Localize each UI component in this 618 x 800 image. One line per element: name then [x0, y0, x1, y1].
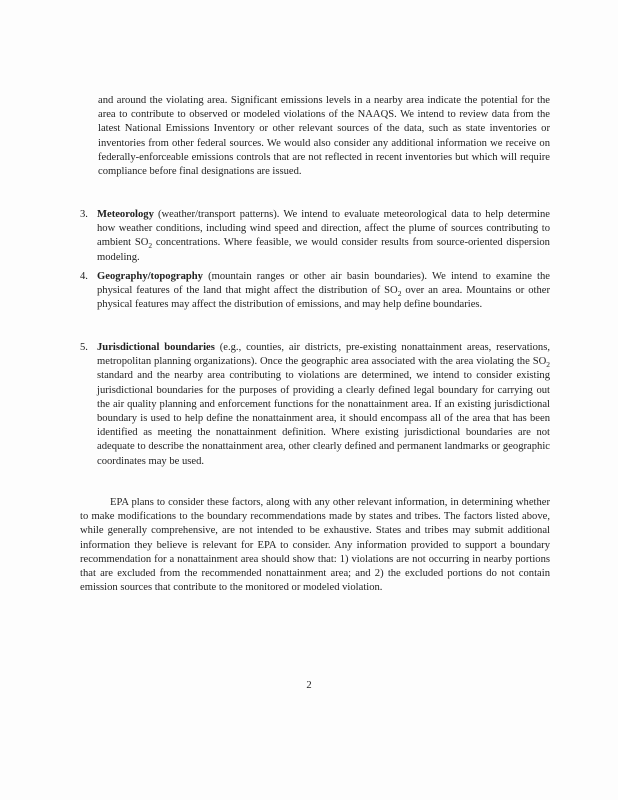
intro-paragraph: and around the violating area. Significant emissions levels in a nearby area indicate the potential for the area to contribute to observed or modeled violations of the NAAQS. We intend to review data from the latest National Emissions Inventory or other relevant sources of the data, such as state inventories or inventories from other federal sources. We would also consider any additional information we receive on federally-enforceable emissions controls that are not reflected in recent inventories but which will require compliance before final designations are issued.	[98, 95, 550, 178]
list-item-text: concentrations. Where feasible, we would consider results from source-oriented dispersion modeling.	[97, 237, 550, 263]
list-item-text: standard and the nearby area contributing to violations are determined, we intend to consider existing jurisdictional boundaries for the purposes of providing a clearly defined legal boundary for carrying out the air quality planning and enforcement functions for the nonattainment area. If an existing jurisdictional boundary is used to help define the nonattainment area, it should encompass all of the area that has been identified as meeting the nonattainment definition. Where existing jurisdictional boundaries are not adequate to describe the nonattainment area, other clearly defined and permanent landmarks or geographic coordinates may be used.	[97, 370, 550, 467]
page-number: 2	[306, 680, 312, 691]
list-item-body	[97, 341, 550, 469]
list-item-number: 5.	[80, 342, 88, 353]
list-item-number: 3.	[80, 209, 88, 220]
list-item-heading: Jurisdictional boundaries	[97, 342, 215, 353]
subscript: 2	[546, 360, 550, 370]
list-item-body	[97, 270, 550, 313]
list-item-body	[97, 208, 550, 265]
closing-paragraph: EPA plans to consider these factors, along with any other relevant information, in determining whether to make modifications to the boundary recommendations made by states and tribes. The factors listed above, while generally comprehensive, are not intended to be exhaustive. States and tribes may submit additional information they believe is relevant for EPA to consider. Any information provided to support a boundary recommendation for a nonattainment area should show that: 1) violations are not occurring in nearby portions that are excluded from the recommended nonattainment area; and 2) the excluded portions do not contain emission sources that contribute to the monitored or modeled violation.	[80, 497, 550, 594]
list-item-text: over an area. Mountains or other physical features may affect the distribution of emissions, and may help define boundaries.	[97, 285, 550, 311]
list-item-text: (e.g., counties, air districts, pre-existing nonattainment areas, reservations, metropolitan planning organizations). Once the geographic area associated with the area violating the SO	[97, 342, 550, 368]
list-item-number: 4.	[80, 271, 88, 282]
list-item-heading: Geography/topography	[97, 271, 203, 282]
list-item-heading: Meteorology	[97, 209, 154, 220]
subscript: 2	[148, 241, 153, 251]
subscript: 2	[397, 289, 402, 299]
list-item-text: (mountain ranges or other air basin boundaries). We intend to examine the physical features of the land that might affect the distribution of SO	[97, 271, 550, 297]
list-item-text: (weather/transport patterns). We intend to evaluate meteorological data to help determine how weather conditions, including wind speed and direction, affect the plume of sources contributing to ambient SO	[97, 209, 550, 249]
